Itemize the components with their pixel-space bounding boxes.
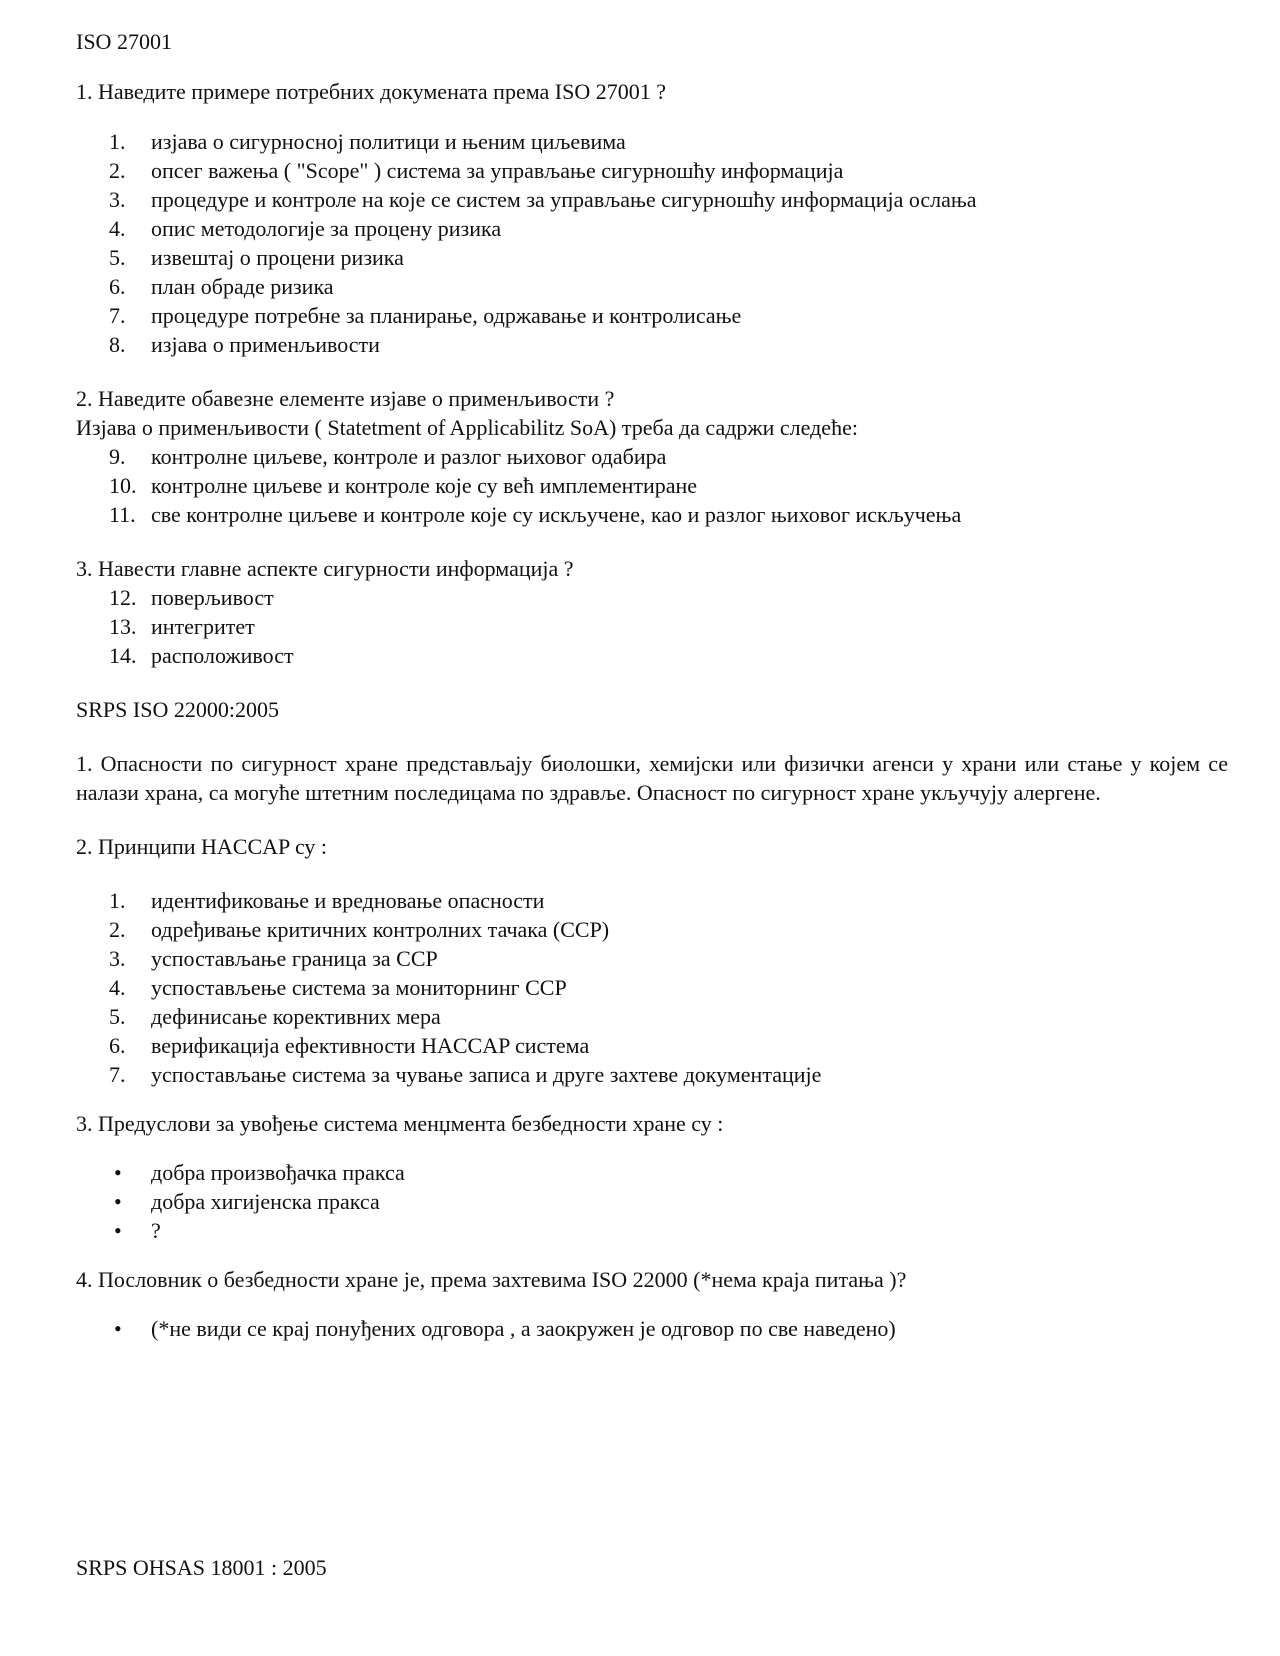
list-text: ? <box>151 1218 161 1243</box>
list-item: 5. извештај о процени ризика <box>109 245 404 270</box>
list-text: поверљивост <box>151 585 274 610</box>
paragraph-hazards: 1. Опасности по сигурност хране представљају биолошки, хемијски или физички агенси у храни или стање у којем се налази храна, са могуће штетним последицама по здравље. Опасност по сигурност хране укључују алергене. <box>76 751 1228 805</box>
list-item: 4. успостављење система за мониторнинг CCP <box>109 975 567 1000</box>
haccp-principles-list <box>76 886 1228 1089</box>
list-text: (*не види се крај понуђених одговора , а заокружен је одговор по све наведено) <box>151 1316 896 1341</box>
list-item: 6. план обраде ризика <box>109 274 334 299</box>
list-item <box>76 1314 1228 1343</box>
question-3: 3. Навести главне аспекте сигурности информација ? <box>76 556 574 581</box>
list-text: извештај о процени ризика <box>151 245 404 270</box>
list-item <box>76 1187 1228 1216</box>
list-item: 12. поверљивост <box>109 585 274 610</box>
list-item: 9. контролне циљеве, контроле и разлог њиховог одабира <box>109 444 667 469</box>
list-item: 1. идентификовање и вредновање опасности <box>109 888 545 913</box>
bullet-icon: • <box>114 1189 122 1214</box>
list-text: опсег важења ( "Scope" ) система за управљање сигурношћу информација <box>151 158 844 183</box>
question-2-intro: Изјава о применљивости ( Statetment of Applicabilitz SoA) треба да садржи следеће: <box>76 415 858 440</box>
prerequisites-list <box>76 1158 1228 1245</box>
q2-answer-list <box>76 442 1228 529</box>
list-text: све контролне циљеве и контроле које су искључене, као и разлог њиховог искључења <box>151 502 962 527</box>
list-text: изјава о применљивости <box>151 332 380 357</box>
list-item: 2. опсег важења ( "Scope" ) система за управљање сигурношћу информација <box>109 158 844 183</box>
list-text: опис методологије за процену ризика <box>151 216 502 241</box>
list-text: контролне циљеве, контроле и разлог њиховог одабира <box>151 444 667 469</box>
question-1: 1. Наведите примере потребних докумената према ISO 27001 ? <box>76 79 666 104</box>
bullet-icon: • <box>114 1316 122 1341</box>
list-text: план обраде ризика <box>151 274 334 299</box>
question-haccp: 2. Принципи HACCAP су : <box>76 834 328 859</box>
list-text: процедуре потребне за планирање, одржавање и контролисање <box>151 303 742 328</box>
question-prerequisites: 3. Предуслови за увођење система менџмента безбедности хране су : <box>76 1111 724 1136</box>
list-text: изјава о сигурносној политици и њеним циљевима <box>151 129 626 154</box>
list-text: интегритет <box>151 614 255 639</box>
list-text: добра произвођачка пракса <box>151 1160 405 1185</box>
q3-answer-list <box>76 583 1228 670</box>
question-manual: 4. Пословник о безбедности хране је, према захтевима ISO 22000 (*нема краја питања )? <box>76 1267 907 1292</box>
list-text: одређивање критичних контролних тачака (CCP) <box>151 917 610 942</box>
document-page <box>76 27 1228 1343</box>
list-item <box>76 1216 1228 1245</box>
section-title-iso22000: SRPS ISO 22000:2005 <box>76 697 279 722</box>
list-item: 7. процедуре потребне за планирање, одржавање и контролисање <box>109 303 742 328</box>
list-text: успостављање система за чување записа и друге захтеве документације <box>151 1062 822 1087</box>
list-item: 8. изјава о применљивости <box>109 332 380 357</box>
list-item: 3. успостављање граница за CCP <box>109 946 438 971</box>
list-text: успостављење система за мониторнинг CCP <box>151 975 567 1000</box>
list-item: 3. процедуре и контроле на које се систем за управљање сигурношћу информација ослања <box>109 187 977 212</box>
list-text: контролне циљеве и контроле које су већ имплементиране <box>151 473 698 498</box>
q1-answer-list <box>76 127 1228 359</box>
list-text: идентификовање и вредновање опасности <box>151 888 545 913</box>
bullet-icon: • <box>114 1218 122 1243</box>
list-text: верификација ефективности HACCAP система <box>151 1033 590 1058</box>
manual-answer-list <box>76 1314 1228 1343</box>
list-item: 5. дефинисање корективних мера <box>109 1004 441 1029</box>
list-text: успостављање граница за CCP <box>151 946 438 971</box>
list-item: 7. успостављање система за чување записа и друге захтеве документације <box>109 1062 822 1087</box>
list-item: 10. контролне циљеве и контроле које су већ имплементиране <box>109 473 698 498</box>
list-item: 13. интегритет <box>109 614 255 639</box>
list-text: расположивост <box>151 643 294 668</box>
list-item: 4. опис методологије за процену ризика <box>109 216 502 241</box>
section-title-iso27001: ISO 27001 <box>76 29 172 54</box>
list-item: 6. верификација ефективности HACCAP система <box>109 1033 590 1058</box>
bullet-icon: • <box>114 1160 122 1185</box>
list-item: 2. одређивање критичних контролних тачака (CCP) <box>109 917 610 942</box>
section-title-ohsas18001: SRPS OHSAS 18001 : 2005 <box>76 1555 327 1580</box>
question-2: 2. Наведите обавезне елементе изјаве о применљивости ? <box>76 386 615 411</box>
list-text: добра хигијенска пракса <box>151 1189 380 1214</box>
list-text: дефинисање корективних мера <box>151 1004 441 1029</box>
list-item: 11. све контролне циљеве и контроле које су искључене, као и разлог њиховог искључења <box>109 502 962 527</box>
list-text: процедуре и контроле на које се систем за управљање сигурношћу информација ослања <box>151 187 977 212</box>
list-item: 1. изјава о сигурносној политици и њеним циљевима <box>109 129 626 154</box>
list-item <box>76 1158 1228 1187</box>
list-item: 14. расположивост <box>109 643 294 668</box>
